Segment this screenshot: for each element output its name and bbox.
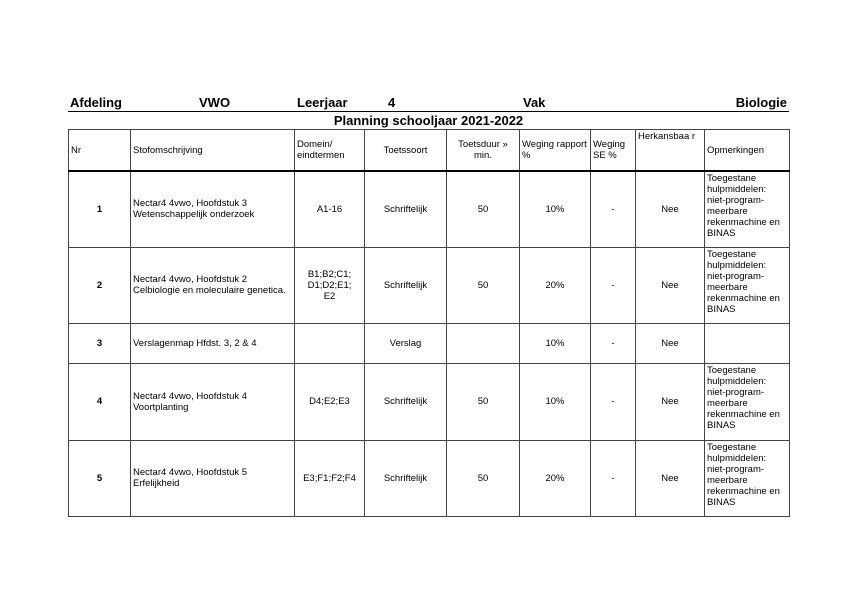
leerjaar-value: 4 [388, 95, 396, 110]
domein-cell: B1;B2;C1; D1;D2;E1; E2 [295, 247, 365, 323]
toetssoort-cell: Schriftelijk [365, 440, 447, 516]
table-row [69, 171, 790, 247]
toetssoort-cell: Verslag [365, 323, 447, 363]
opmerkingen-cell: Toegestane hulpmiddelen: niet-program-meerbare rekenmachine en BINAS [705, 363, 790, 440]
opmerkingen-cell: Toegestane hulpmiddelen: niet-program-meerbare rekenmachine en BINAS [705, 171, 790, 247]
herkansbaar-cell: Nee [636, 323, 705, 363]
toetssoort-cell: Schriftelijk [365, 171, 447, 247]
planning-table [68, 129, 790, 517]
afdeling-label: Afdeling [70, 95, 122, 110]
opmerkingen-cell: Toegestane hulpmiddelen: niet-program-meerbare rekenmachine en BINAS [705, 247, 790, 323]
nr-cell: 5 [69, 440, 131, 516]
herkansbaar-cell: Nee [636, 363, 705, 440]
weging-se-cell: - [591, 323, 636, 363]
table-header-row [69, 130, 790, 172]
herkansbaar-cell: Nee [636, 247, 705, 323]
toetssoort-cell: Schriftelijk [365, 363, 447, 440]
vak-value: Biologie [735, 95, 787, 110]
toetsduur-cell: 50 [447, 247, 520, 323]
herkansbaar-cell: Nee [636, 171, 705, 247]
toetsduur-cell: 50 [447, 440, 520, 516]
table-row [69, 440, 790, 516]
opmerkingen-cell: Toegestane hulpmiddelen: niet-program-meerbare rekenmachine en BINAS [705, 440, 790, 516]
herkansbaar-cell: Nee [636, 440, 705, 516]
weging-rapport-cell: 20% [520, 440, 591, 516]
leerjaar-label: Leerjaar [297, 95, 348, 110]
weging-se-cell: - [591, 440, 636, 516]
domein-cell [295, 323, 365, 363]
weging-se-cell: - [591, 363, 636, 440]
page-title: Planning schooljaar 2021-2022 [333, 113, 524, 128]
toetsduur-cell: 50 [447, 171, 520, 247]
stof-cell: Nectar4 4vwo, Hoofdstuk 5 Erfelijkheid [131, 440, 295, 516]
stof-cell: Nectar4 4vwo, Hoofdstuk 4 Voortplanting [131, 363, 295, 440]
domein-cell: A1-16 [295, 171, 365, 247]
col-domein: Domein/ eindtermen [295, 130, 365, 172]
nr-cell: 3 [69, 323, 131, 363]
toetsduur-cell: 50 [447, 363, 520, 440]
weging-rapport-cell: 20% [520, 247, 591, 323]
stof-cell: Nectar4 4vwo, Hoofdstuk 3 Wetenschappelijk onderzoek [131, 171, 295, 247]
nr-cell: 2 [69, 247, 131, 323]
stof-cell: Nectar4 4vwo, Hoofdstuk 2 Celbiologie en moleculaire genetica. [131, 247, 295, 323]
nr-cell: 4 [69, 363, 131, 440]
weging-rapport-cell: 10% [520, 171, 591, 247]
col-weging-rapport: Weging rapport % [520, 130, 591, 172]
toetssoort-cell: Schriftelijk [365, 247, 447, 323]
table-row [69, 323, 790, 363]
table-row [69, 363, 790, 440]
stof-cell: Verslagenmap Hfdst. 3, 2 & 4 [131, 323, 295, 363]
domein-cell: E3;F1;F2;F4 [295, 440, 365, 516]
afdeling-value: VWO [199, 95, 231, 110]
weging-se-cell: - [591, 247, 636, 323]
weging-rapport-cell: 10% [520, 323, 591, 363]
document-header [68, 95, 789, 112]
col-nr: Nr [69, 130, 131, 172]
weging-rapport-cell: 10% [520, 363, 591, 440]
col-toetssoort: Toetssoort [365, 130, 447, 172]
col-toetsduur: Toetsduur » min. [447, 130, 520, 172]
domein-cell: D4;E2;E3 [295, 363, 365, 440]
vak-label: Vak [523, 95, 546, 110]
col-weging-se: Weging SE % [591, 130, 636, 172]
toetsduur-cell [447, 323, 520, 363]
col-herkansbaar: Herkansbaa r [636, 130, 705, 172]
opmerkingen-cell [705, 323, 790, 363]
weging-se-cell: - [591, 171, 636, 247]
table-row [69, 247, 790, 323]
col-stof: Stofomschrijving [131, 130, 295, 172]
col-opmerkingen: Opmerkingen [705, 130, 790, 172]
nr-cell: 1 [69, 171, 131, 247]
